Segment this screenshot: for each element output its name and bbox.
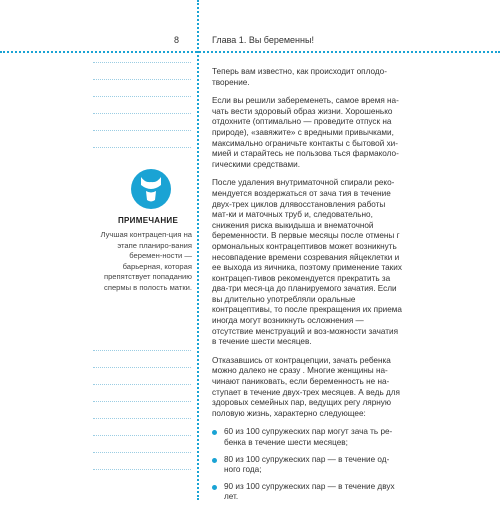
bullet-dot-icon xyxy=(212,430,217,435)
header-divider xyxy=(0,51,500,53)
ruled-line xyxy=(93,367,191,368)
ruled-line xyxy=(93,147,191,148)
page-number: 8 xyxy=(174,35,180,45)
bullet-list xyxy=(212,427,404,503)
sidebar-upper-lines xyxy=(93,62,191,164)
ruled-line xyxy=(93,401,191,402)
ruled-line xyxy=(93,469,191,470)
paragraph: Теперь вам известно, как происходит оплодо-творение. xyxy=(212,67,387,87)
ruled-line xyxy=(93,384,191,385)
sidebar-lower-lines xyxy=(93,350,191,486)
bullet-dot-icon xyxy=(212,485,217,490)
main-text xyxy=(212,67,404,509)
ruled-line xyxy=(93,62,191,63)
list-item xyxy=(212,455,404,476)
paragraph: После удаления внутриматочной спирали реко-мендуется воздержаться от зача тия в течение двух-трех циклов длявосстановления работы мат-ки и маточных труб и, следовательно, снижения риска выкидыша и внематочной беременности. В первые месяцы после отмены г ормональных контрацептивов может возникнуть несовпадение времени созревания яйцеклетки и ее выхода из яичника, поэтому применение таких контрацеп-тивов рекомендуется прекратить за два-три меся-ца до планируемого зачатия. Если вы длительно употребляли оральные контрацептивы, то после прекращения их приема иногда могут возникнуть осложнения — отсутствие менструаций и воз-можности зачатия в течение шести месяцев. xyxy=(212,178,402,347)
list-item-text: 90 из 100 супружеских пар — в течение двух лет. xyxy=(224,481,395,502)
note-text: Лучшая контрацеп-ция на этапе планиро-вания беремен-ности — барьерная, которая препятствует попаданию спермы в полость матки. xyxy=(100,230,192,292)
ruled-line xyxy=(93,113,191,114)
bullet-dot-icon xyxy=(212,458,217,463)
ruled-line xyxy=(93,435,191,436)
note-title: ПРИМЕЧАНИЕ xyxy=(118,216,179,225)
paragraph: Если вы решили забеременеть, самое время на-чать вести здоровый образ жизни. Хорошенько отдохните (оптимально — проведите отпуск на природе), «завяжите» с вредными привычками, максимально ограничьте контакты с бытовой хи-мией и старайтесь не пользова ться фармаколо-гическими средствами. xyxy=(212,96,399,169)
ruled-line xyxy=(93,350,191,351)
ruled-line xyxy=(93,418,191,419)
ruled-line xyxy=(93,96,191,97)
list-item-text: 60 из 100 супружеских пар могут зача ть ре-бенка в течение шести месяцев; xyxy=(224,427,393,447)
chapter-title: Глава 1. Вы беременны! xyxy=(212,35,314,45)
list-item-text: 80 из 100 супружеских пар — в течение од-ного года; xyxy=(224,454,390,475)
ruled-line xyxy=(93,79,191,80)
ruled-line xyxy=(93,130,191,131)
note-figure-icon xyxy=(129,167,173,211)
paragraph: Отказавшись от контрацепции, зачать ребенка можно далеко не сразу . Многие женщины на-чинают паниковать, если беременность не на-ступает в течение двух-трех месяцев. А ведь для здоровых семейных пар, ведущих регу лярную половую жизнь, характерно следующее: xyxy=(212,355,400,418)
vertical-divider xyxy=(197,0,199,500)
ruled-line xyxy=(93,452,191,453)
list-item xyxy=(212,427,404,448)
